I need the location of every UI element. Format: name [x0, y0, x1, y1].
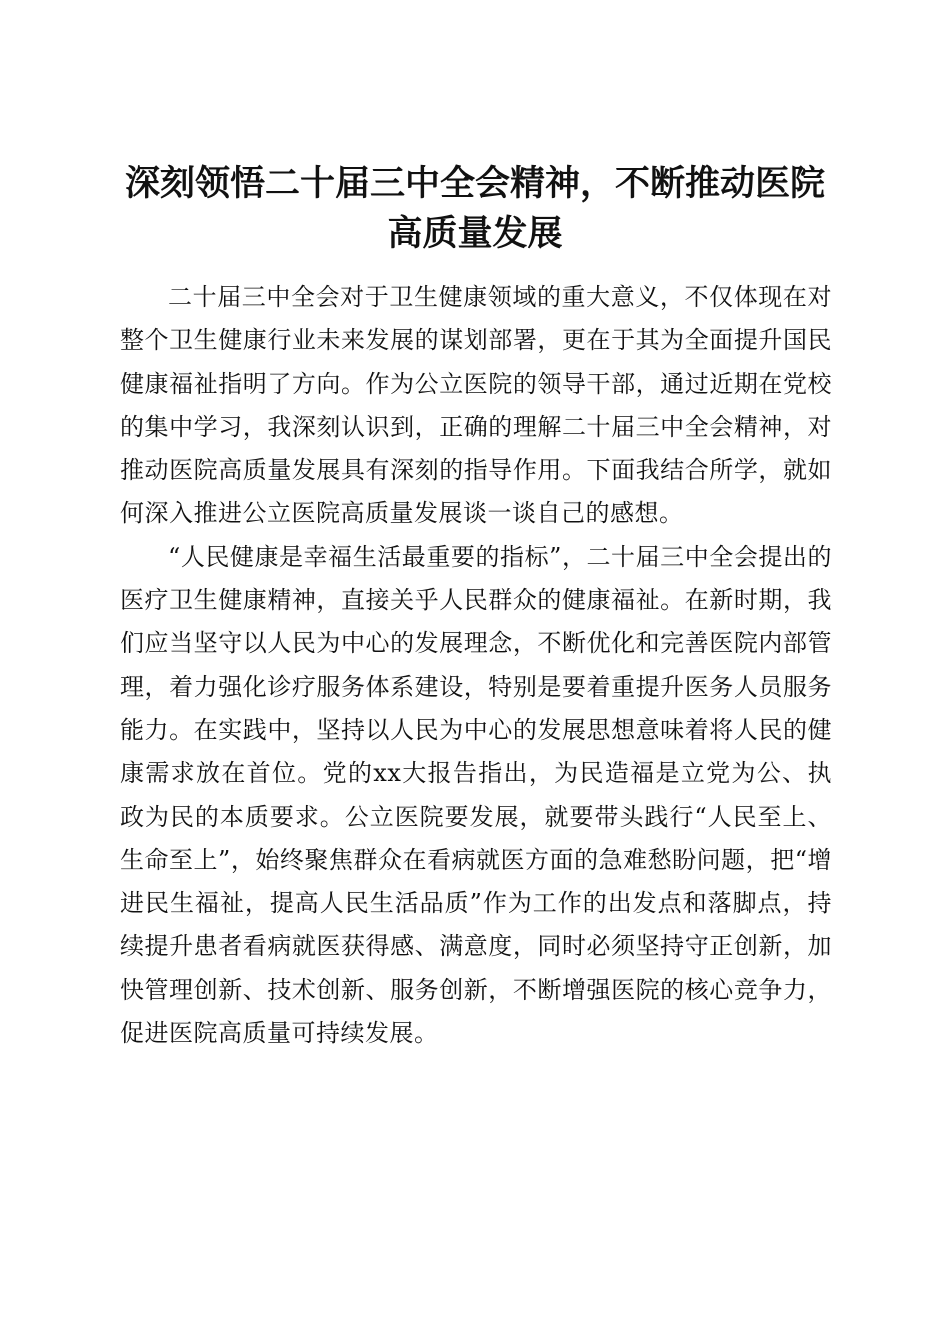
title-line-1: 深刻领悟二十届三中全会精神，不断推动医院: [124, 163, 825, 205]
title-line-2: 高质量发展: [387, 213, 563, 255]
paragraph-intro: 二十届三中全会对于卫生健康领域的重大意义，不仅体现在对整个卫生健康行业未来发展的谋划部署，更在于其为全面提升国民健康福祉指明了方向。作为公立医院的领导干部，通过近期在党校的集中学习，我深刻认识到，正确的理解二十届三中全会精神，对推动医院高质量发展具有深刻的指导作用。下面我结合所学，就如何深入推进公立医院高质量发展谈一谈自己的感想。: [120, 283, 832, 528]
document-body: [120, 276, 832, 1055]
document-title: [100, 159, 850, 259]
paragraph-people-health: “人民健康是幸福生活最重要的指标”，二十届三中全会提出的医疗卫生健康精神，直接关乎人民群众的健康福祉。在新时期，我们应当坚守以人民为中心的发展理念，不断优化和完善医院内部管理，着力强化诊疗服务体系建设，特别是要着重提升医务人员服务能力。在实践中，坚持以人民为中心的发展思想意味着将人民的健康需求放在首位。党的xx大报告指出，为民造福是立党为公、执政为民的本质要求。公立医院要发展，就要带头践行“人民至上、生命至上”，始终聚焦群众在看病就医方面的急难愁盼问题，把“增进民生福祉，提高人民生活品质”作为工作的出发点和落脚点，持续提升患者看病就医获得感、满意度，同时必须坚持守正创新，加快管理创新、技术创新、服务创新，不断增强医院的核心竞争力，促进医院高质量可持续发展。: [120, 542, 832, 1048]
